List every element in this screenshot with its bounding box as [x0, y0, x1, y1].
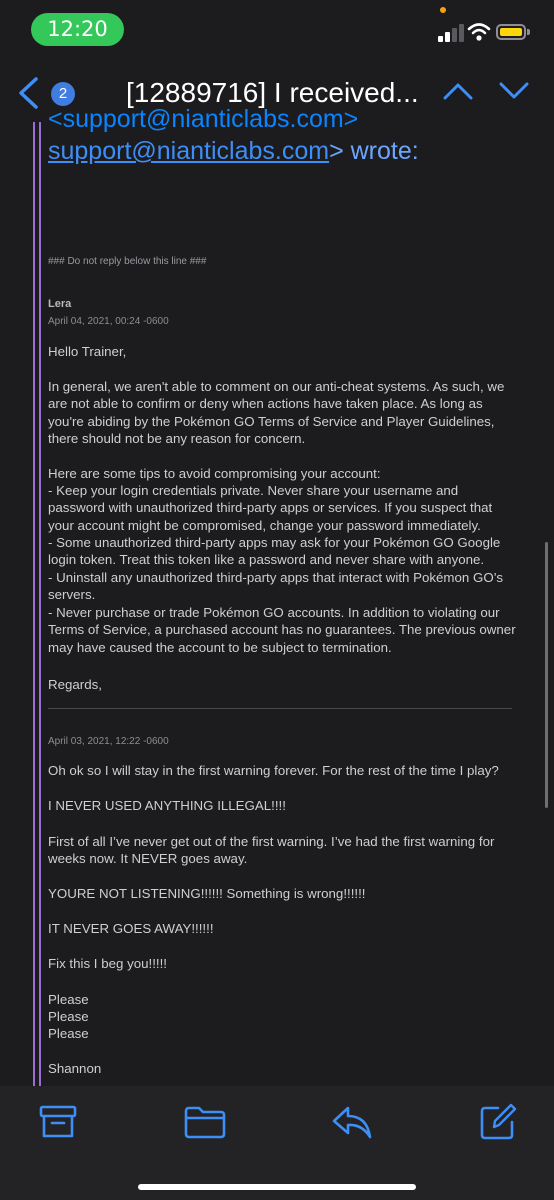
quote-bar-outer — [33, 122, 35, 1086]
cut-off-email-link[interactable]: <support@nianticlabs.com> — [48, 105, 359, 133]
status-bar — [0, 0, 554, 60]
mail-toolbar — [0, 1086, 554, 1200]
message-line: First of all I’ve never get out of the first warning. I’ve had the first warning for weeks now. It NEVER goes away. — [48, 834, 495, 867]
thread-title: [12889716] I received... — [126, 77, 419, 108]
wifi-icon — [467, 22, 491, 42]
tip-item: - Keep your login credentials private. Never share your username and password with unauthorized third-party apps or services. If you suspect that your account might be compromised, change your password immediately. — [48, 483, 493, 533]
tip-item: - Never purchase or trade Pokémon GO accounts. In addition to violating our Terms of Service, a purchased account has no guarantees. The previous owner may have caused the account to be subject to termination. — [48, 605, 516, 655]
quote-bar-inner — [39, 122, 41, 1086]
message-line: Fix this I beg you!!!!! — [48, 956, 167, 971]
archive-icon[interactable] — [38, 1102, 78, 1142]
message-line: Oh ok so I will stay in the first warning forever. For the rest of the time I play? — [48, 763, 499, 778]
previous-message-chevron-up-icon[interactable] — [441, 80, 475, 102]
message-line: I NEVER USED ANYTHING ILLEGAL!!!! — [48, 798, 286, 813]
compose-icon[interactable] — [478, 1102, 518, 1142]
back-chevron-icon[interactable] — [16, 76, 40, 110]
message-signature: Shannon — [48, 1061, 102, 1076]
reply-separator-note: ### Do not reply below this line ### — [48, 256, 207, 267]
unread-count-badge[interactable]: 2 — [51, 82, 75, 106]
tips-intro: Here are some tips to avoid compromising your account: — [48, 466, 381, 481]
message-line: Please — [48, 1026, 89, 1041]
message-date: April 03, 2021, 12:22 -0600 — [48, 736, 169, 747]
message-line: IT NEVER GOES AWAY!!!!!! — [48, 921, 214, 936]
home-indicator[interactable] — [138, 1184, 416, 1190]
message-closing: Regards, — [48, 677, 102, 692]
cellular-signal-icon — [438, 24, 466, 42]
message-sender: Lera — [48, 298, 72, 310]
message-line: YOURE NOT LISTENING!!!!!! Something is wrong!!!!!! — [48, 886, 366, 901]
tip-item: - Some unauthorized third-party apps may ask for your Pokémon GO Google login token. Treat this token like a password and never share with anyone. — [48, 535, 501, 568]
message-paragraph: In general, we aren't able to comment on our anti-cheat systems. As such, we are not able to confirm or deny when actions have taken place. As long as you're abiding by the Pokémon GO Terms of Service and Player Guidelines, there should not be any reason for concern. — [48, 379, 505, 447]
scrollbar[interactable] — [545, 542, 548, 808]
wrote-label: > wrote: — [329, 137, 419, 165]
battery-tip — [527, 29, 530, 35]
message-line: Please — [48, 992, 89, 1007]
next-message-chevron-down-icon[interactable] — [497, 80, 531, 102]
reply-icon[interactable] — [330, 1102, 374, 1142]
tip-item: - Uninstall any unauthorized third-party apps that interact with Pokémon GO’s servers. — [48, 570, 504, 603]
message-greeting: Hello Trainer, — [48, 344, 127, 359]
folder-icon[interactable] — [183, 1102, 227, 1142]
camera-indicator-dot — [440, 7, 446, 13]
status-time[interactable]: 12:20 — [31, 13, 124, 46]
message-line: Please — [48, 1009, 89, 1024]
battery-icon — [496, 24, 526, 40]
email-body[interactable] — [0, 105, 554, 1086]
quote-header — [48, 137, 419, 166]
message-divider — [48, 708, 512, 709]
support-email-link[interactable]: support@nianticlabs.com — [48, 137, 330, 165]
message-date: April 04, 2021, 00:24 -0600 — [48, 316, 169, 327]
